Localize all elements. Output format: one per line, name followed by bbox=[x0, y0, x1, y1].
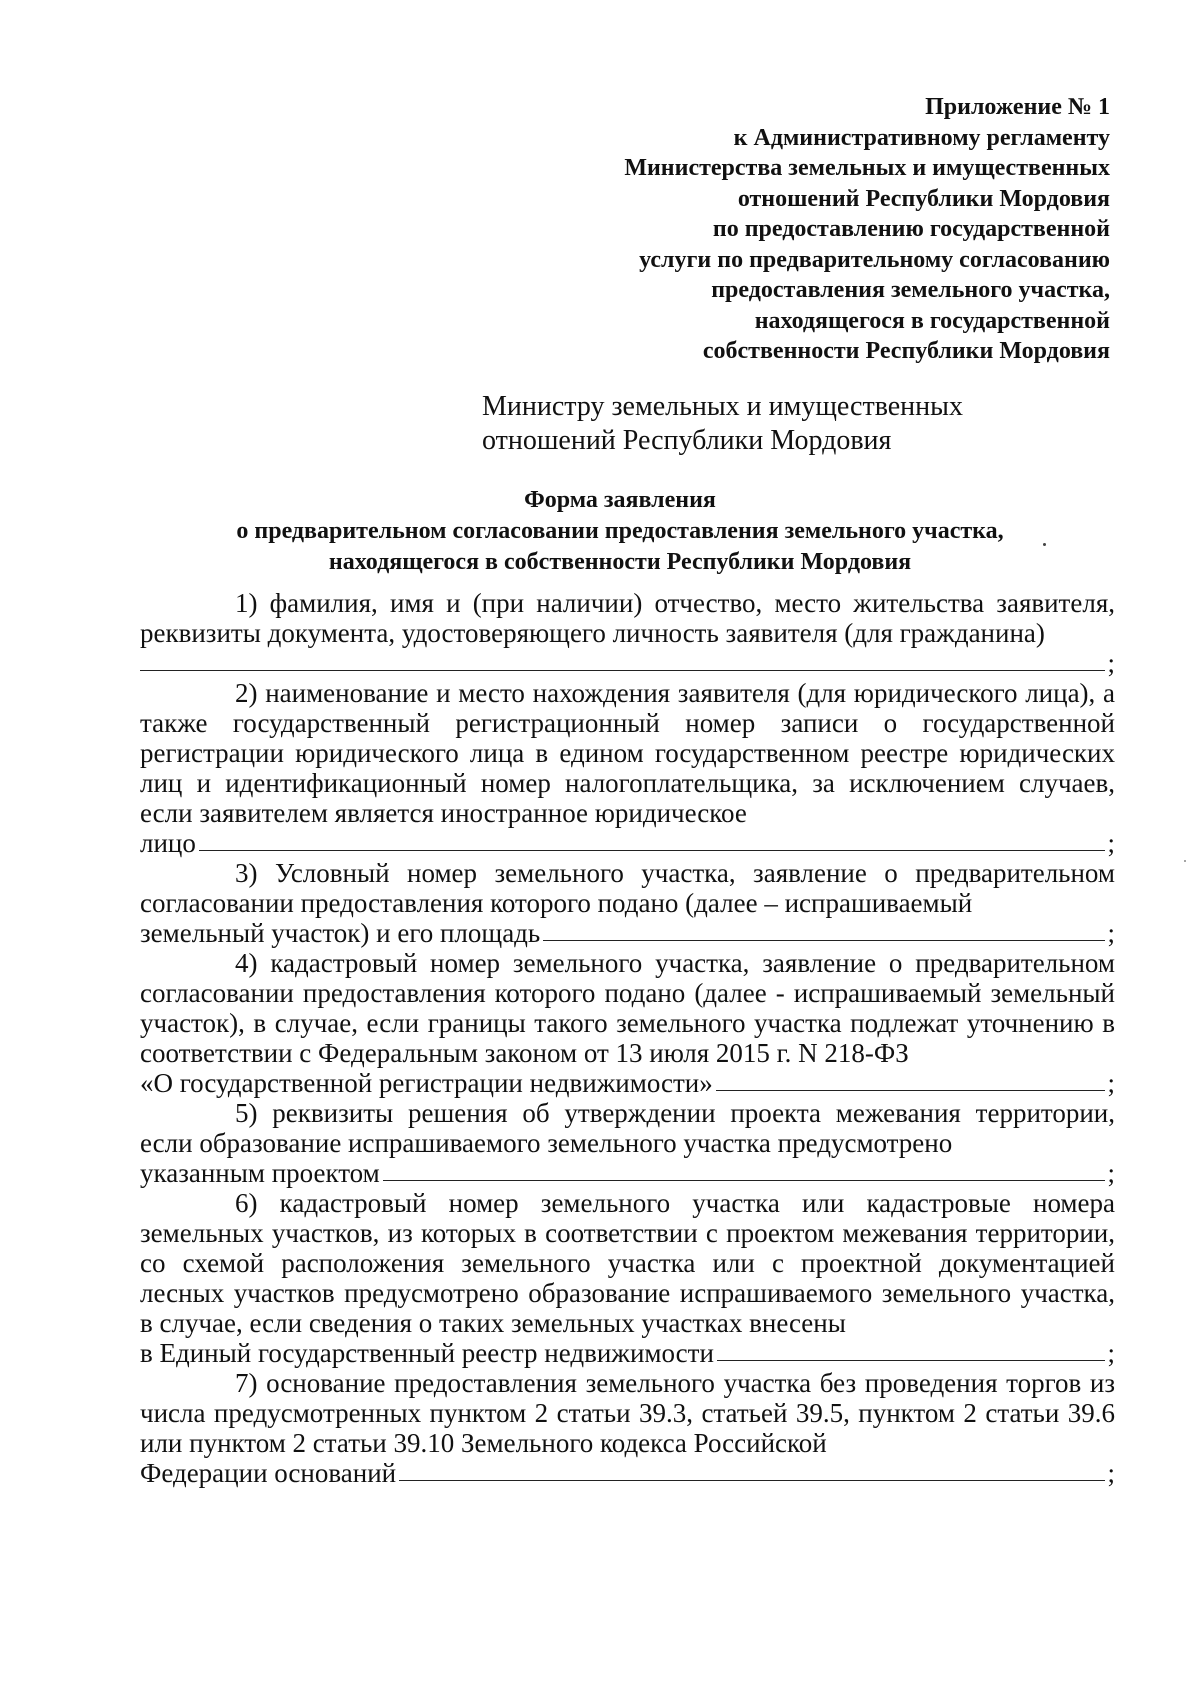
item-terminator: ; bbox=[1107, 828, 1115, 858]
item-terminator: ; bbox=[1107, 918, 1115, 948]
item-6-text: 6) кадастровый номер земельного участка или кадастровые номера земельных участков, из которых в соответствии с проектом межевания территории, со схемой расположения земельного участка или с проектной документацией лесных участков предусмотрено образование испрашиваемого земельного участка, в случае, если сведения о таких земельных участках внесены bbox=[140, 1188, 1115, 1338]
item-7-text: 7) основание предоставления земельного участка без проведения торгов из числа предусмотренных пунктом 2 статьи 39.3, статьей 39.5, пунктом 2 статьи 39.6 или пунктом 2 статьи 39.10 Земельного кодекса Российской bbox=[140, 1368, 1115, 1458]
blank-fill-line[interactable] bbox=[140, 670, 1105, 671]
addressee-line: Министру земельных и имущественных bbox=[482, 391, 963, 422]
item-3-text: 3) Условный номер земельного участка, заявление о предварительном согласовании предоставления которого подано (далее – испрашиваемый bbox=[140, 858, 1115, 918]
item-6-tail: в Единый государственный реестр недвижимости bbox=[140, 1338, 714, 1368]
header-line: предоставления земельного участка, bbox=[711, 277, 1110, 303]
header-line: собственности Республики Мордовия bbox=[702, 338, 1110, 364]
header-line: отношений Республики Мордовия bbox=[737, 185, 1110, 212]
header-line: Приложение № 1 bbox=[925, 94, 1110, 120]
blank-fill-line[interactable] bbox=[543, 940, 1105, 941]
item-terminator: ; bbox=[1107, 1458, 1115, 1488]
item-terminator: ; bbox=[1107, 1338, 1115, 1368]
form-title-line: находящегося в собственности Республики Мордовия bbox=[328, 549, 912, 575]
blank-fill-line[interactable] bbox=[717, 1360, 1106, 1361]
item-terminator: ; bbox=[1107, 1158, 1115, 1188]
item-2-fill-row bbox=[140, 828, 1115, 858]
header-line: по предоставлению государственной bbox=[712, 216, 1110, 242]
item-6-fill-row bbox=[140, 1338, 1115, 1368]
item-5-fill-row bbox=[140, 1158, 1115, 1188]
header-line: к Административному регламенту bbox=[733, 124, 1110, 151]
form-title-line: о предварительном согласовании предоставления земельного участка, bbox=[236, 518, 1004, 544]
header-line: находящегося в государственной bbox=[754, 307, 1110, 334]
item-1-text: 1) фамилия, имя и (при наличии) отчество, место жительства заявителя, реквизиты документа, удостоверяющего личность заявителя (для гражданина) bbox=[140, 588, 1115, 648]
item-4-fill-row bbox=[140, 1068, 1115, 1098]
item-3-fill-row bbox=[140, 918, 1115, 948]
item-terminator: ; bbox=[1107, 648, 1115, 678]
form-title bbox=[130, 485, 1110, 578]
header-line: услуги по предварительному согласованию bbox=[639, 246, 1110, 273]
header-line: Министерства земельных и имущественных bbox=[624, 155, 1110, 181]
item-5-tail: указанным проектом bbox=[140, 1158, 380, 1188]
item-4-tail: «О государственной регистрации недвижимости» bbox=[140, 1068, 713, 1098]
blank-fill-line[interactable] bbox=[399, 1480, 1105, 1481]
item-5-text: 5) реквизиты решения об утверждении проекта межевания территории, если образование испрашиваемого земельного участка предусмотрено bbox=[140, 1098, 1115, 1158]
scan-speck bbox=[1184, 860, 1186, 862]
blank-fill-line[interactable] bbox=[199, 850, 1106, 851]
addressee-block bbox=[482, 390, 1042, 458]
form-body bbox=[140, 588, 1115, 1488]
item-2-tail: лицо bbox=[140, 828, 196, 858]
scan-speck bbox=[1043, 543, 1046, 546]
blank-fill-line[interactable] bbox=[716, 1090, 1106, 1091]
addressee-line: отношений Республики Мордовия bbox=[482, 425, 892, 456]
item-7-fill-row bbox=[140, 1458, 1115, 1488]
item-7-tail: Федерации оснований bbox=[140, 1458, 397, 1488]
appendix-header bbox=[490, 92, 1110, 367]
item-1-fill-row bbox=[140, 648, 1115, 678]
item-3-tail: земельный участок) и его площадь bbox=[140, 918, 541, 948]
form-title-line: Форма заявления bbox=[524, 487, 716, 513]
blank-fill-line[interactable] bbox=[383, 1180, 1106, 1181]
item-2-text: 2) наименование и место нахождения заявителя (для юридического лица), а также государственный регистрационный номер записи о государственной регистрации юридического лица в едином государственном реестре юридических лиц и идентификационный номер налогоплательщика, за исключением случаев, если заявителем является иностранное юридическое bbox=[140, 678, 1115, 828]
item-4-text: 4) кадастровый номер земельного участка, заявление о предварительном согласовании предоставления которого подано (далее - испрашиваемый земельный участок), в случае, если границы такого земельного участка подлежат уточнению в соответствии с Федеральным законом от 13 июля 2015 г. N 218-ФЗ bbox=[140, 948, 1115, 1068]
item-terminator: ; bbox=[1107, 1068, 1115, 1098]
